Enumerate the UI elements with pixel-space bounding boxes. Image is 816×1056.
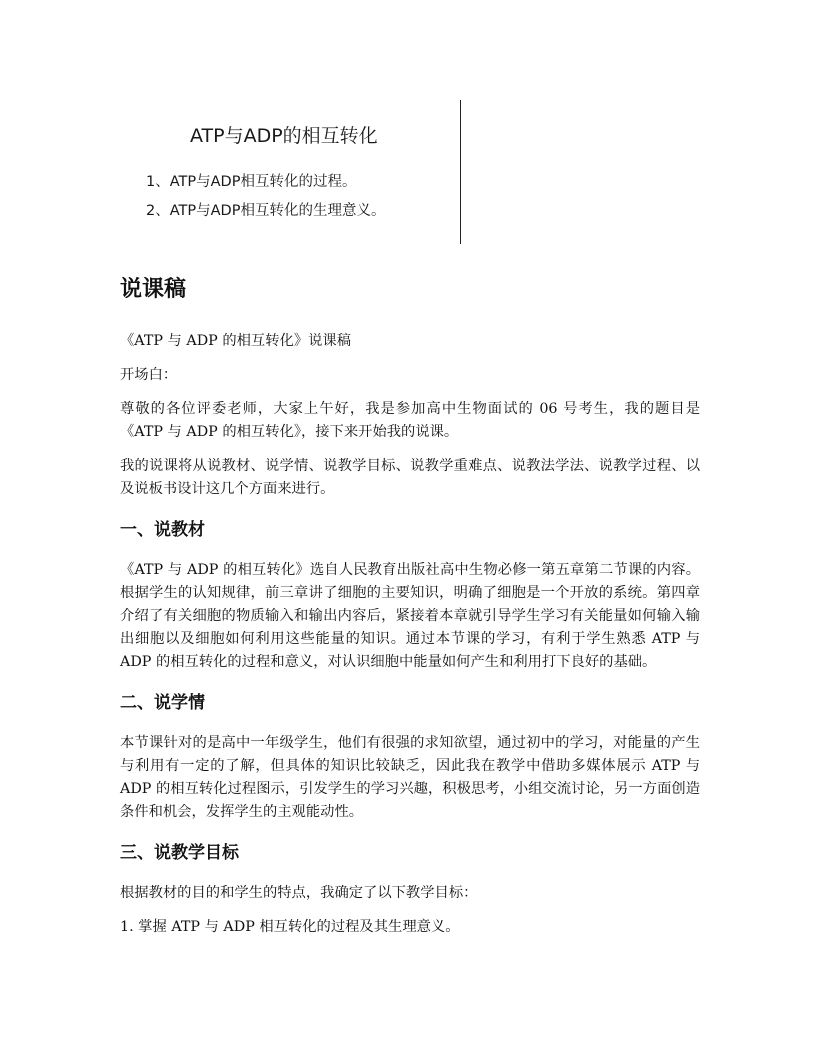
section-heading-objectives: 三、说教学目标 [120, 843, 239, 863]
document-subtitle: 《ATP 与 ADP 的相互转化》说课稿 [120, 333, 352, 349]
intro-paragraph: 我的说课将从说教材、说学情、说教学目标、说教学重难点、说教法学法、说教学过程、以及说板书设计这几个方面来进行。 [120, 458, 700, 497]
intro-paragraph: 尊敬的各位评委老师，大家上午好，我是参加高中生物面试的 06 号考生，我的题目是《ATP 与 ADP 的相互转化》，接下来开始我的说课。 [120, 401, 700, 440]
document-title: 说课稿 [120, 277, 187, 302]
objective-item: 1. 掌握 ATP 与 ADP 相互转化的过程及其生理意义。 [120, 919, 460, 935]
board-title: ATP与ADP的相互转化 [190, 125, 378, 147]
section-heading-learners: 二、说学情 [120, 693, 205, 713]
document-body [120, 274, 700, 950]
board-item-1: 1、ATP与ADP相互转化的过程。 [146, 174, 357, 190]
board-item-2: 2、ATP与ADP相互转化的生理意义。 [146, 203, 386, 219]
board-design-image [118, 100, 463, 246]
section-paragraph: 《ATP 与 ADP 的相互转化》选自人民教育出版社高中生物必修一第五章第二节课的内容。根据学生的认知规律，前三章讲了细胞的主要知识，明确了细胞是一个开放的系统。第四章介绍了有关细胞的物质输入和输出内容后，紧接着本章就引导学生学习有关能量如何输入输出细胞以及细胞如何利用这些能量的知识。通过本节课的学习，有利于学生熟悉 ATP 与 ADP 的相互转化的过程和意义，对认识细胞中能量如何产生和利用打下良好的基础。 [120, 562, 700, 670]
opening-label: 开场白： [120, 367, 178, 383]
section-heading-textbook: 一、说教材 [120, 520, 205, 540]
section-paragraph: 本节课针对的是高中一年级学生，他们有很强的求知欲望，通过初中的学习，对能量的产生与利用有一定的了解，但具体的知识比较缺乏，因此我在教学中借助多媒体展示 ATP 与 ADP 的相互转化过程图示，引发学生的学习兴趣，积极思考，小组交流讨论，另一方面创造条件和机会，发挥学生的主观能动性。 [120, 735, 700, 820]
board-divider [460, 100, 461, 244]
section-paragraph: 根据教材的目的和学生的特点，我确定了以下教学目标： [120, 885, 478, 901]
